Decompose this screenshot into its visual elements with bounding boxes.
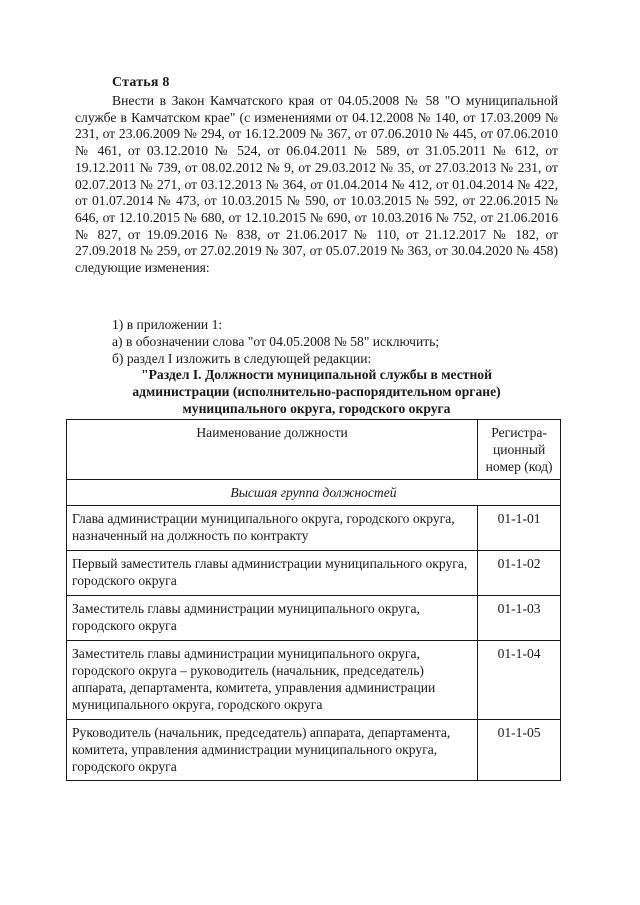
section-title bbox=[75, 366, 558, 417]
header-registration-code bbox=[478, 420, 561, 480]
section-title-line-3: муниципального округа, городского округа bbox=[182, 401, 451, 416]
position-name: Руководитель (начальник, председатель) аппарата, департамента, комитета, управления администрации муниципального округа, городского округа bbox=[67, 720, 478, 781]
position-code: 01-1-02 bbox=[478, 551, 561, 596]
header-registration-code-text: Регистра-ционный номер (код) bbox=[485, 425, 553, 474]
table-row bbox=[67, 596, 561, 641]
table-row bbox=[67, 506, 561, 551]
table-row bbox=[67, 551, 561, 596]
table-row bbox=[67, 641, 561, 720]
positions-table bbox=[66, 419, 561, 781]
position-code: 01-1-01 bbox=[478, 506, 561, 551]
position-code: 01-1-05 bbox=[478, 720, 561, 781]
position-name: Глава администрации муниципального округа, городского округа, назначенный на должность по контракту bbox=[67, 506, 478, 551]
header-position-name: Наименование должности bbox=[67, 420, 478, 480]
position-code: 01-1-04 bbox=[478, 641, 561, 720]
article-intro-paragraph: Внести в Закон Камчатского края от 04.05.2008 № 58 "О муниципальной службе в Камчатском крае" (с изменениями от 04.12.2008 № 140, от 17.03.2009 № 231, от 23.06.2009 № 294, от 16.12.2009 № 367, от 07.06.2010 № 445, от 07.06.2010 № 461, от 03.12.2010 № 524, от 06.04.2011 № 589, от 31.05.2011 № 612, от 19.12.2011 № 739, от 08.02.2012 № 9, от 29.03.2012 № 35, от 27.03.2013 № 231, от 02.07.2013 № 271, от 03.12.2013 № 364, от 01.04.2014 № 412, от 01.04.2014 № 422, от 01.07.2014 № 473, от 10.03.2015 № 590, от 10.03.2015 № 592, от 22.06.2015 № 646, от 12.10.2015 № 680, от 12.10.2015 № 690, от 10.03.2016 № 752, от 21.06.2016 № 827, от 19.09.2016 № 838, от 21.06.2017 № 110, от 21.12.2017 № 182, от 27.09.2018 № 259, от 27.02.2019 № 307, от 05.07.2019 № 363, от 30.04.2020 № 458) следующие изменения: bbox=[75, 93, 558, 276]
amendment-item-a: а) в обозначении слова "от 04.05.2008 № 58" исключить; bbox=[112, 334, 440, 349]
position-code: 01-1-03 bbox=[478, 596, 561, 641]
table-row bbox=[67, 720, 561, 781]
section-title-line-2: администрации (исполнительно-распорядительном органе) bbox=[132, 384, 501, 399]
amendment-item-b: б) раздел I изложить в следующей редакции: bbox=[112, 351, 372, 366]
section-title-line-1: "Раздел I. Должности муниципальной службы в местной bbox=[141, 367, 492, 382]
position-name: Заместитель главы администрации муниципального округа, городского округа – руководитель (начальник, председатель) аппарата, департамента, комитета, управления администрации муниципального округа, городского округа bbox=[67, 641, 478, 720]
amendment-item-1: 1) в приложении 1: bbox=[112, 317, 223, 332]
article-heading: Статья 8 bbox=[112, 75, 170, 90]
group-label: Высшая группа должностей bbox=[67, 480, 561, 506]
position-name: Заместитель главы администрации муниципального округа, городского округа bbox=[67, 596, 478, 641]
position-name: Первый заместитель главы администрации муниципального округа, городского округа bbox=[67, 551, 478, 596]
